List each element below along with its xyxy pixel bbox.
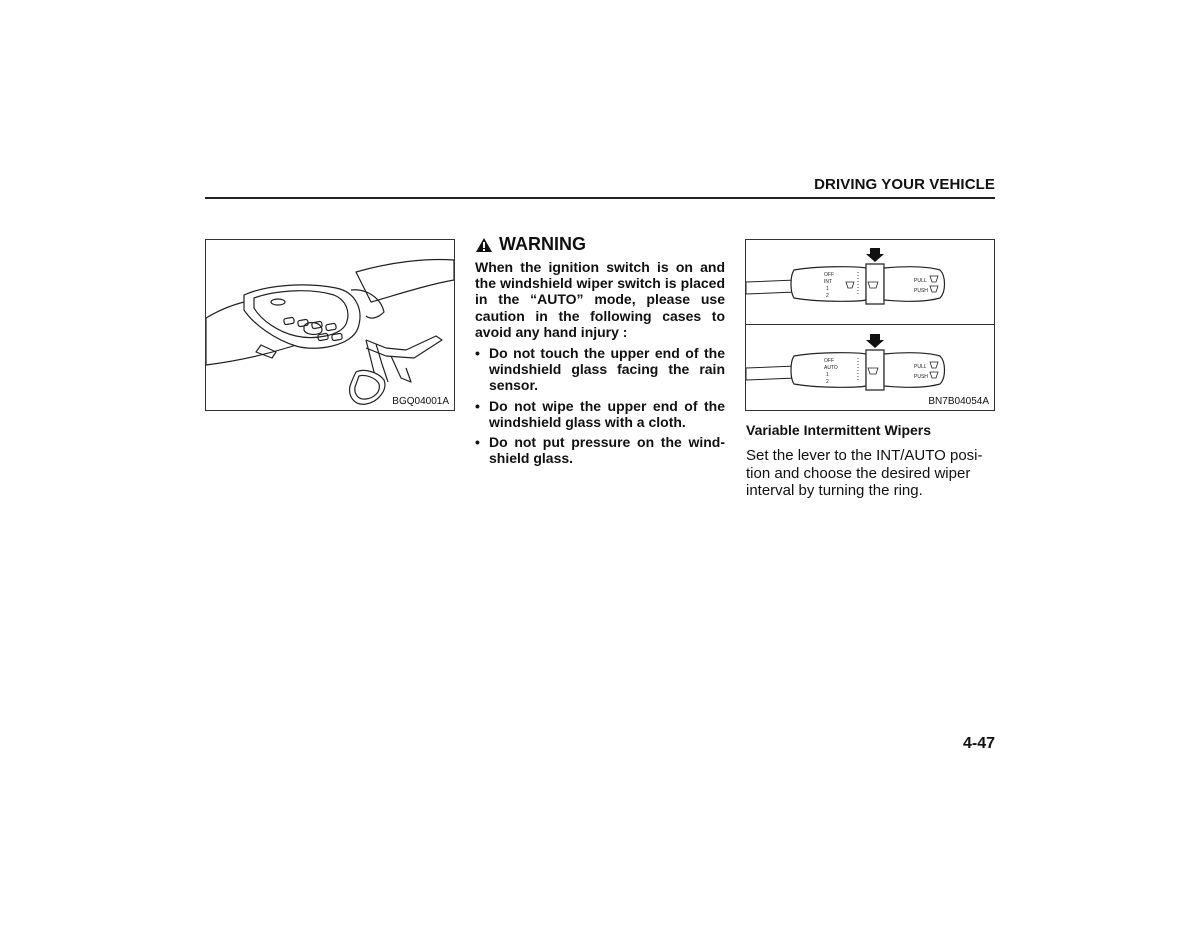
lever-label-auto: AUTO bbox=[824, 365, 838, 371]
lever-label-push: PUSH bbox=[914, 288, 928, 294]
lever-label-int: INT bbox=[824, 279, 833, 285]
warning-intro: When the ignition switch is on and the windshield wiper switch is placed in the “AUTO” mode, please use caution in the following cases to avoid any hand injury : bbox=[475, 259, 725, 340]
rain-sensor-illustration bbox=[206, 240, 454, 410]
lever-label-push: PUSH bbox=[914, 374, 928, 380]
lever-label-1: 1 bbox=[826, 372, 829, 378]
lever-label-off: OFF bbox=[824, 272, 834, 278]
warning-title: WARNING bbox=[499, 234, 586, 254]
lever-label-2: 2 bbox=[826, 293, 829, 299]
section-title: DRIVING YOUR VEHICLE bbox=[814, 176, 995, 193]
warning-item: • Do not touch the upper end of the windshield glass facing the rain sensor. bbox=[475, 345, 725, 394]
figure-caption: BN7B04054A bbox=[928, 396, 989, 407]
section-heading: Variable Intermittent Wipers bbox=[746, 422, 932, 438]
lever-label-2: 2 bbox=[826, 379, 829, 385]
rain-sensor-figure bbox=[205, 239, 455, 411]
lever-label-pull: PULL bbox=[914, 364, 927, 370]
warning-heading bbox=[475, 234, 586, 255]
wiper-lever-figure bbox=[745, 239, 995, 411]
lever-label-pull: PULL bbox=[914, 278, 927, 284]
figure-divider bbox=[746, 324, 994, 325]
figure-caption: BGQ04001A bbox=[392, 396, 449, 407]
page-number: 4-47 bbox=[962, 735, 995, 752]
lever-label-off: OFF bbox=[824, 358, 834, 364]
warning-item: • Do not put pressure on the wind-shield glass. bbox=[475, 434, 725, 466]
lever-label-1: 1 bbox=[826, 286, 829, 292]
warning-icon bbox=[475, 237, 493, 253]
warning-item: • Do not wipe the upper end of the windshield glass with a cloth. bbox=[475, 398, 725, 430]
wiper-lever-illustration bbox=[746, 240, 994, 410]
header-rule bbox=[205, 197, 995, 199]
warning-body bbox=[475, 259, 725, 470]
warning-list bbox=[475, 345, 725, 466]
section-body: Set the lever to the INT/AUTO posi-tion and choose the desired wiper interval by turning the ring. bbox=[746, 447, 983, 499]
